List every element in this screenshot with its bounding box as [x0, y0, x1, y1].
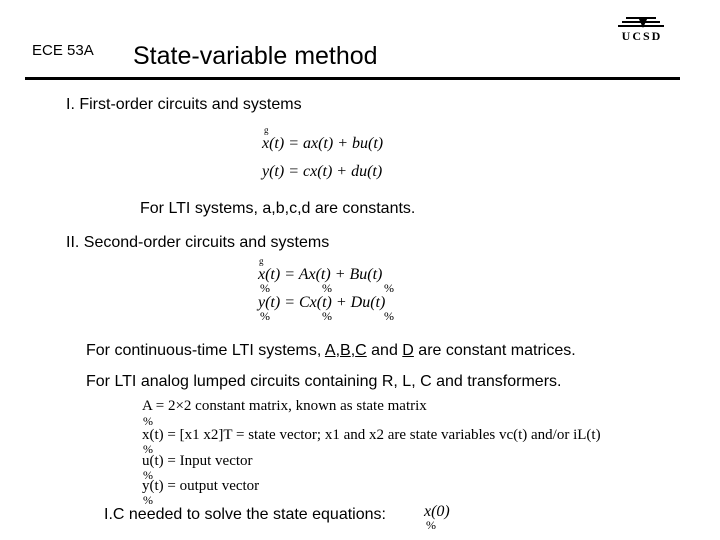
second-order-output-equation: y(t) = Cx(t) + Du(t)	[258, 294, 386, 311]
vector-marker: %	[322, 281, 332, 295]
initial-condition-expression: x(0)	[424, 503, 450, 520]
first-order-state-equation: x(t) = ax(t) + bu(t)	[262, 135, 384, 152]
vector-marker: %	[426, 518, 436, 532]
vector-marker: %	[143, 493, 153, 507]
vector-marker: %	[143, 414, 153, 428]
vector-marker: %	[143, 442, 153, 456]
section-1-heading: I. First-order circuits and systems	[66, 96, 302, 113]
vector-marker: %	[260, 309, 270, 323]
vector-marker: %	[384, 309, 394, 323]
state-matrix-definition: A = 2×2 constant matrix, known as state matrix	[142, 398, 427, 414]
logo-text: UCSD	[621, 29, 663, 42]
dot-marker: g	[259, 256, 264, 266]
ucsd-logo	[612, 16, 672, 42]
input-vector-definition: u(t) = Input vector	[142, 453, 253, 469]
state-vector-definition: x(t) = [x1 x2]T = state vector; x1 and x2 are state variables vc(t) and/or iL(t)	[142, 427, 601, 443]
continuous-time-note: For continuous-time LTI systems, A,B,C and D are constant matrices.	[86, 342, 576, 359]
vector-marker: %	[322, 309, 332, 323]
second-order-state-equation: x(t) = Ax(t) + Bu(t)	[258, 266, 383, 283]
section-2-heading: II. Second-order circuits and systems	[66, 234, 330, 251]
vector-marker: %	[260, 281, 270, 295]
slide-title: State-variable method	[133, 42, 378, 70]
analog-circuits-note: For LTI analog lumped circuits containing R, L, C and transformers.	[86, 373, 562, 390]
first-order-output-equation: y(t) = cx(t) + du(t)	[262, 163, 383, 180]
initial-condition-note: I.C needed to solve the state equations:	[104, 506, 386, 523]
title-underline	[25, 77, 680, 80]
vector-marker: %	[143, 468, 153, 482]
output-vector-definition: y(t) = output vector	[142, 478, 260, 494]
lti-constants-note: For LTI systems, a,b,c,d are constants.	[140, 200, 416, 217]
vector-marker: %	[384, 281, 394, 295]
course-label: ECE 53A	[32, 42, 94, 59]
dot-marker: g	[264, 125, 269, 135]
